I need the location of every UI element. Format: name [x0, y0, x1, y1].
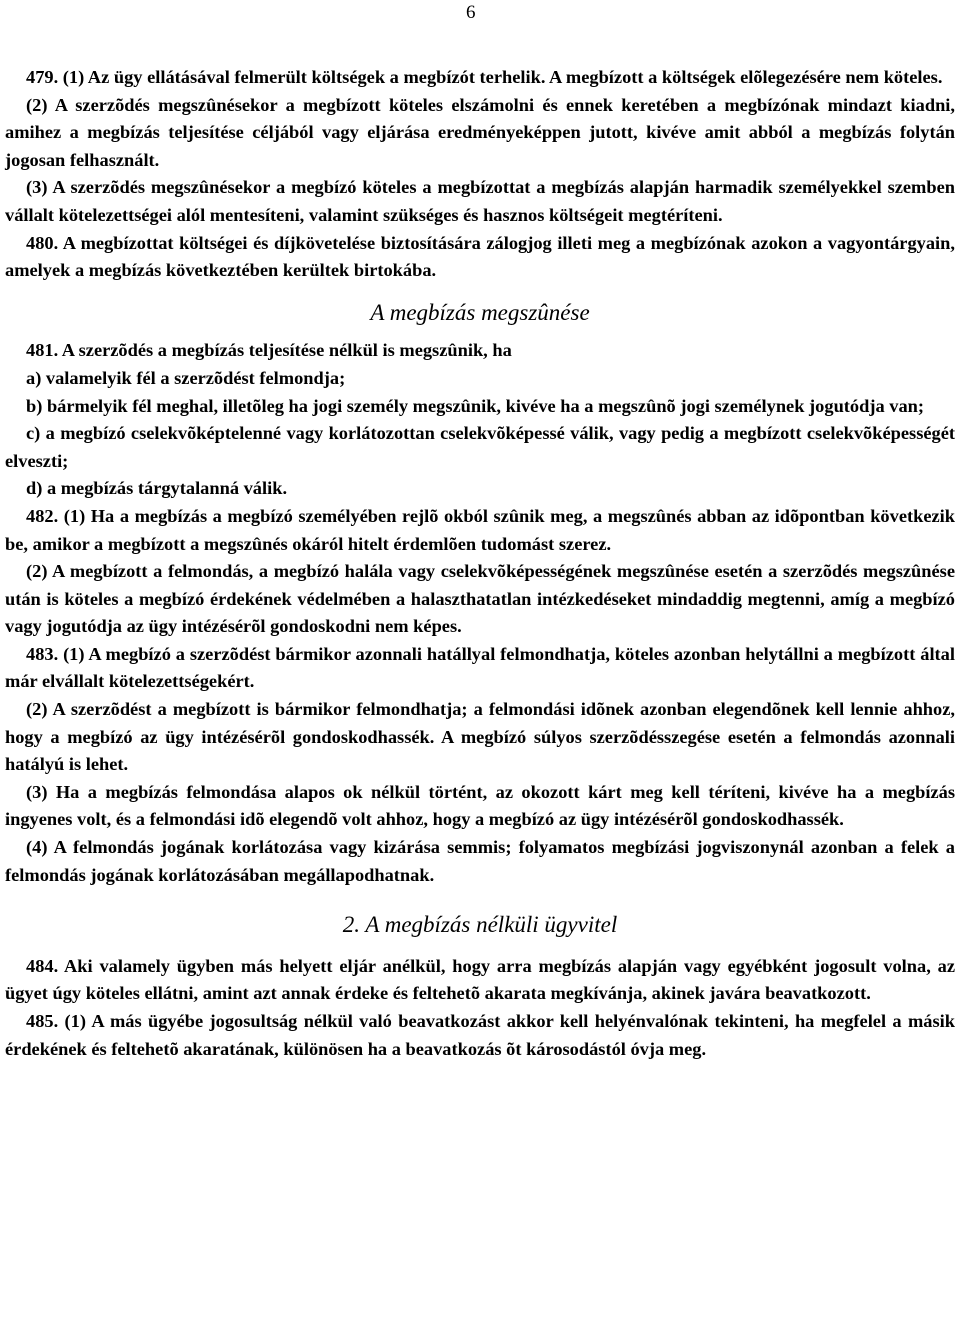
- paragraph: (2) A szerzõdés megszûnésekor a megbízott köteles elszámolni és ennek keretében a megbízónak mindazt kiadni, amihez a megbízás teljesítése céljából vagy eljárása eredményeképpen jutott, kivéve amit abból a megbízás folytán jogosan felhasznált.: [5, 94, 955, 170]
- section-heading-termination: A megbízás megszûnése: [370, 299, 590, 325]
- paragraph: d) a megbízás tárgytalanná válik.: [26, 478, 288, 499]
- paragraph: (2) A szerzõdést a megbízott is bármikor felmondhatja; a felmondási idõnek azonban elegendõnek kell lennie ahhoz, hogy a megbízó az ügy intézésérõl gondoskodhassék. A megbízó súlyos szerzõdésszegése esetén a felmondás azonnali hatályú is lehet.: [5, 699, 955, 775]
- paragraph: 483. (1) A megbízó a szerzõdést bármikor azonnali hatállyal felmondhatja, köteles azonban helytállni a megbízott által már elvállalt kötelezettségekért.: [5, 643, 955, 692]
- paragraph: (3) A szerzõdés megszûnésekor a megbízó köteles a megbízottat a megbízás alapján harmadik személyekkel szemben vállalt kötelezettségei alól mentesíteni, valamint szükséges és hasznos költségeit megtéríteni.: [5, 177, 955, 225]
- paragraph: (2) A megbízott a felmondás, a megbízó halála vagy cselekvõképességének megszûnése esetén a szerzõdés megszûnése után is köteles a megbízó érdekének védelmében a halaszthatatlan intézkedéseket mindaddig megtenni, amíg a megbízó vagy jogutódja az ügy intézésérõl gondoskodni nem képes.: [5, 561, 955, 637]
- document-body: [5, 64, 955, 1063]
- paragraph: 484. Aki valamely ügyben más helyett eljár anélkül, hogy arra megbízás alapján vagy egyébként jogosult volna, az ügyet úgy köteles ellátni, amint azt annak érdeke és feltehetõ akarata megkívánja, akinek javára beavatkozott.: [5, 955, 955, 1004]
- paragraph: 479. (1) Az ügy ellátásával felmerült költségek a megbízót terhelik. A megbízott a költségek elõlegezésére nem köteles.: [26, 67, 943, 87]
- paragraph: c) a megbízó cselekvõképtelenné vagy korlátozottan cselekvõképessé válik, vagy pedig a megbízott cselekvõképességét elveszti;: [5, 423, 955, 471]
- paragraph: (4) A felmondás jogának korlátozása vagy kizárása semmis; folyamatos megbízási jogviszonynál azonban a felek a felmondás jogának korlátozásában megállapodhatnak.: [5, 837, 955, 885]
- paragraph: b) bármelyik fél meghal, illetõleg ha jogi személy megszûnik, kivéve ha a megszûnõ jogi személynek jogutódja van;: [26, 395, 924, 416]
- paragraph: 480. A megbízottat költségei és díjkövetelése biztosítására zálogjog illeti meg a megbízónak azokon a vagyontárgyain, amelyek a megbízás következtében kerültek birtokába.: [5, 232, 955, 281]
- page-number: 6: [466, 2, 476, 23]
- paragraph: (3) Ha a megbízás felmondása alapos ok nélkül történt, az okozott kárt meg kell téríteni, kivéve ha a megbízás ingyenes volt, és a felmondási idõ elegendõ volt ahhoz, hogy a megbízó az ügy intézésérõl gondoskodhassék.: [5, 781, 955, 830]
- paragraph: a) valamelyik fél a szerzõdést felmondja;: [26, 367, 346, 388]
- paragraph: 485. (1) A más ügyébe jogosultság nélkül való beavatkozást akkor kell helyénvalónak tekinteni, ha megfelel a másik érdekének és feltehetõ akaratának, különösen ha a beavatkozás õt károsodástól óvja meg.: [5, 1011, 955, 1059]
- paragraph: 482. (1) Ha a megbízás a megbízó személyében rejlõ okból szûnik meg, a megszûnés abban az idõpontban következik be, amikor a megbízott a megszûnés okáról hitelt érdemlõen tudomást szerez.: [5, 505, 955, 554]
- paragraph: 481. A szerzõdés a megbízás teljesítése nélkül is megszûnik, ha: [26, 340, 512, 361]
- section-heading-agency-without-mandate: 2. A megbízás nélküli ügyvitel: [342, 912, 618, 938]
